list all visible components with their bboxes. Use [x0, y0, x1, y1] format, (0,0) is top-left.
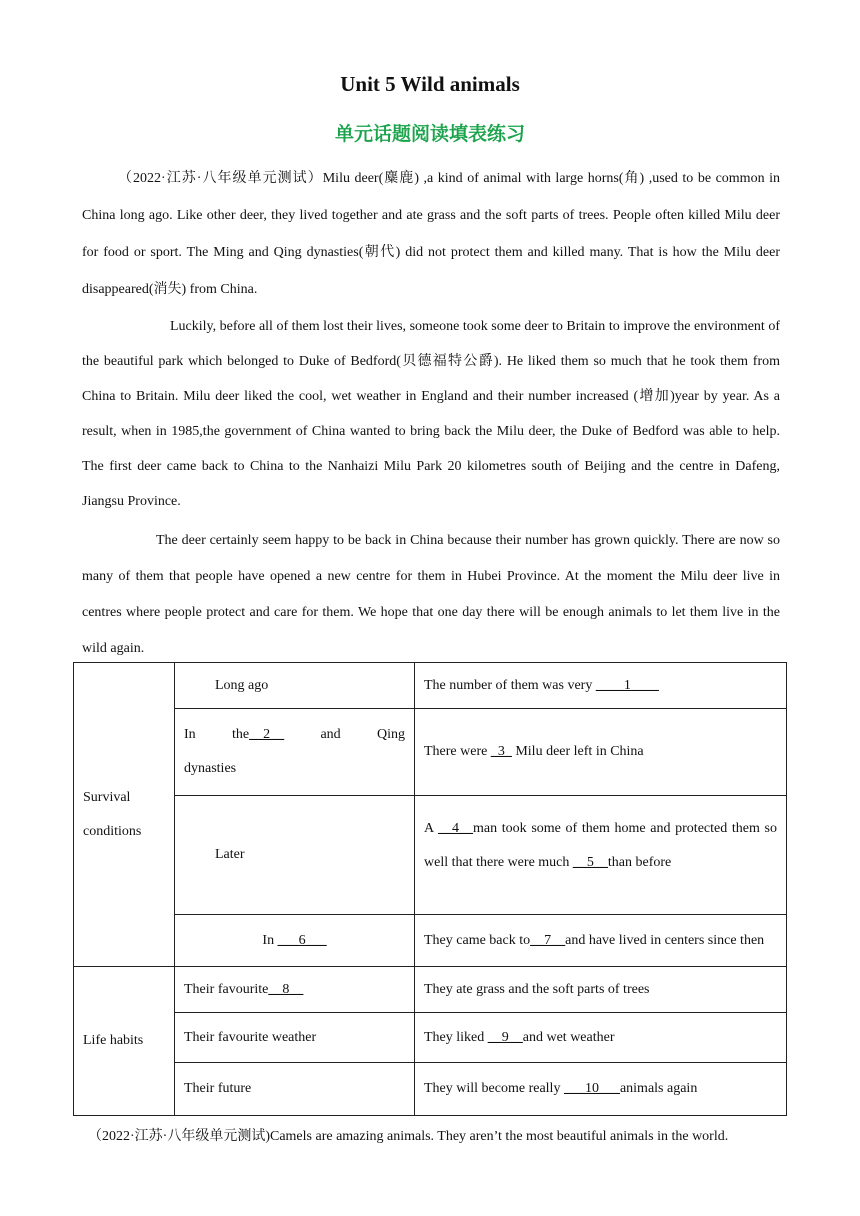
blank-5[interactable]: __5__	[572, 855, 608, 870]
table-row	[74, 796, 787, 915]
paragraph-3-text: The deer certainly seem happy to be back in China because their number has grown quickly. There are now so many of them that people have opened a new centre for them in Hubei Province. At the moment the Milu deer live in centres where people protect and care for them. We hope that one day there will be enough animals to let them live in the wild again.	[82, 533, 780, 656]
paragraph-2-text: Luckily, before all of them lost their lives, someone took some deer to Britain to improve the environment of the beautiful park which belonged to Duke of Bedford(贝德福特公爵). He liked them so much that he took them from China to Britain. Milu deer liked the cool, wet weather in England and their number increased (增加)year by year. As a result, when in 1985,the government of China wanted to bring back the Milu deer, the Duke of Bedford was able to help. The first deer came back to China to the Nanhaizi Milu Park 20 kilometres south of Beijing and the centre in Dafeng, Jiangsu Province.	[82, 319, 780, 509]
row6-right-pre: They liked	[424, 1029, 488, 1045]
blank-3[interactable]: _3_	[490, 744, 512, 759]
row2-right	[415, 709, 787, 796]
blank-10[interactable]: ___10___	[563, 1081, 620, 1096]
row1-right-text: The number of them was very	[424, 677, 596, 693]
table-row	[74, 915, 787, 967]
row4-right-post: and have lived in centers since then	[565, 932, 765, 948]
row2-left-pre: In the	[184, 727, 250, 742]
row4-right-pre: They came back to	[424, 932, 531, 948]
survival-conditions-cell	[74, 663, 175, 967]
survival-label-line1: Survival	[83, 789, 131, 805]
row5-right: They ate grass and the soft parts of trees	[415, 967, 787, 1013]
paragraph-2	[82, 309, 780, 519]
row3-right-post: than before	[607, 855, 672, 870]
row3-right	[415, 796, 787, 915]
row6-right	[415, 1013, 787, 1063]
survival-label-line2: conditions	[83, 823, 142, 839]
row2-right-pre: There were	[424, 744, 491, 759]
blank-6[interactable]: ___6___	[277, 932, 327, 948]
row7-right-post: animals again	[619, 1081, 698, 1096]
table-row	[74, 709, 787, 796]
table-row	[74, 967, 787, 1013]
table-row	[74, 1063, 787, 1116]
row2-right-post: Milu deer left in China	[511, 744, 644, 759]
row3-left: Later	[175, 796, 415, 915]
blank-4[interactable]: __4__	[438, 821, 473, 836]
next-passage-intro: （2022·江苏·八年级单元测试)Camels are amazing animals. They aren’t the most beautiful animals in the world.	[88, 1129, 729, 1144]
table-row	[74, 663, 787, 709]
row4-left	[175, 915, 415, 967]
row1-right	[415, 663, 787, 709]
row5-left	[175, 967, 415, 1013]
paragraph-3	[82, 523, 780, 667]
row2-left	[175, 709, 415, 796]
row7-right	[415, 1063, 787, 1116]
paragraph-1-text: （2022·江苏·八年级单元测试）Milu deer(麋鹿) ,a kind of animal with large horns(角) ,used to be common in China long ago. Like other deer, they lived together and ate grass and the soft parts of trees. People often killed Milu deer for food or sport. The Ming and Qing dynasties(朝代) did not protect them and killed many. That is how the Milu deer disappeared(消失) from China.	[82, 171, 780, 297]
life-habits-cell: Life habits	[74, 967, 175, 1116]
row1-left: Long ago	[175, 663, 415, 709]
table-row	[74, 1013, 787, 1063]
row7-right-pre: They will become really	[424, 1081, 564, 1096]
row6-right-post: and wet weather	[522, 1029, 615, 1045]
row3-right-pre: A	[424, 821, 438, 836]
paragraph-1	[82, 160, 780, 308]
row3-right-mid: man took some of them home and protected them so well that there were much	[424, 821, 777, 870]
document-title: Unit 5 Wild animals	[340, 72, 520, 96]
blank-2[interactable]: __2__	[249, 727, 285, 742]
row6-left: Their favourite weather	[175, 1013, 415, 1063]
blank-7[interactable]: __7__	[530, 932, 566, 948]
row5-left-pre: Their favourite	[184, 981, 269, 997]
blank-8[interactable]: __8__	[268, 981, 304, 997]
blank-9[interactable]: __9__	[487, 1029, 523, 1045]
fill-in-table	[73, 662, 787, 1116]
row4-right	[415, 915, 787, 967]
row2-left-line1: In the__2__ and Qing	[184, 727, 406, 742]
row2-left-line2: dynasties	[184, 761, 237, 776]
row4-left-pre: In	[262, 932, 278, 948]
row7-left: Their future	[175, 1063, 415, 1116]
blank-1[interactable]: ____1____	[595, 677, 659, 693]
document-subtitle: 单元话题阅读填表练习	[334, 123, 525, 145]
